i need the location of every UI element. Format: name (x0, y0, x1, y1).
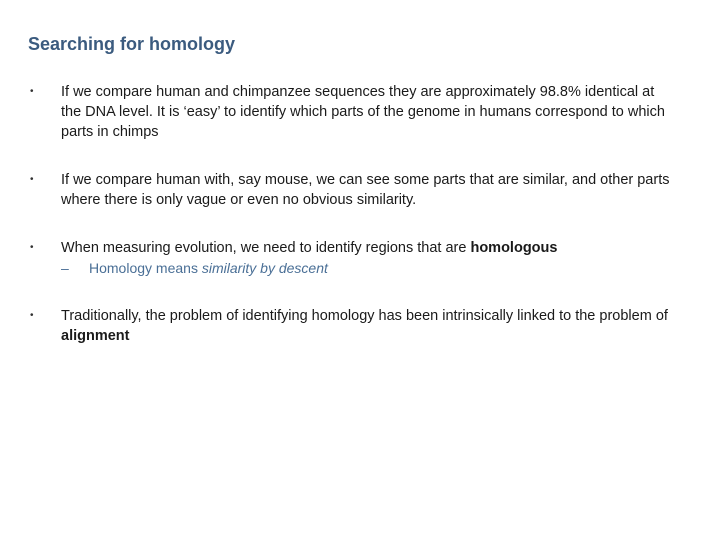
dash-icon: – (61, 260, 69, 276)
sub-bullet-emphasis: similarity by descent (201, 260, 328, 276)
bullet-text: When measuring evolution, we need to identify regions that are (61, 240, 471, 256)
bullet-list (28, 82, 678, 346)
bullet-emphasis: alignment (61, 328, 130, 344)
sub-bullet-text: Homology means (89, 260, 202, 276)
bullet-icon: • (30, 86, 34, 97)
bullet-text: Traditionally, the problem of identifying homology has been intrinsically linked to the problem of (61, 308, 668, 324)
sub-bullet-item (61, 258, 678, 278)
bullet-text: If we compare human and chimpanzee sequences they are approximately 98.8% identical at the DNA level. It is ‘easy’ to identify which parts of the genome in humans correspond to which parts in chimps (61, 84, 665, 140)
bullet-item (28, 238, 678, 278)
slide-title: Searching for homology (28, 34, 236, 54)
bullet-icon: • (30, 242, 34, 253)
bullet-icon: • (30, 174, 34, 185)
bullet-item (28, 170, 678, 210)
bullet-text: If we compare human with, say mouse, we can see some parts that are similar, and other parts where there is only vague or even no obvious similarity. (61, 172, 670, 208)
bullet-item (28, 82, 678, 142)
bullet-item (28, 306, 678, 346)
bullet-icon: • (30, 310, 34, 321)
bullet-emphasis: homologous (470, 240, 558, 256)
